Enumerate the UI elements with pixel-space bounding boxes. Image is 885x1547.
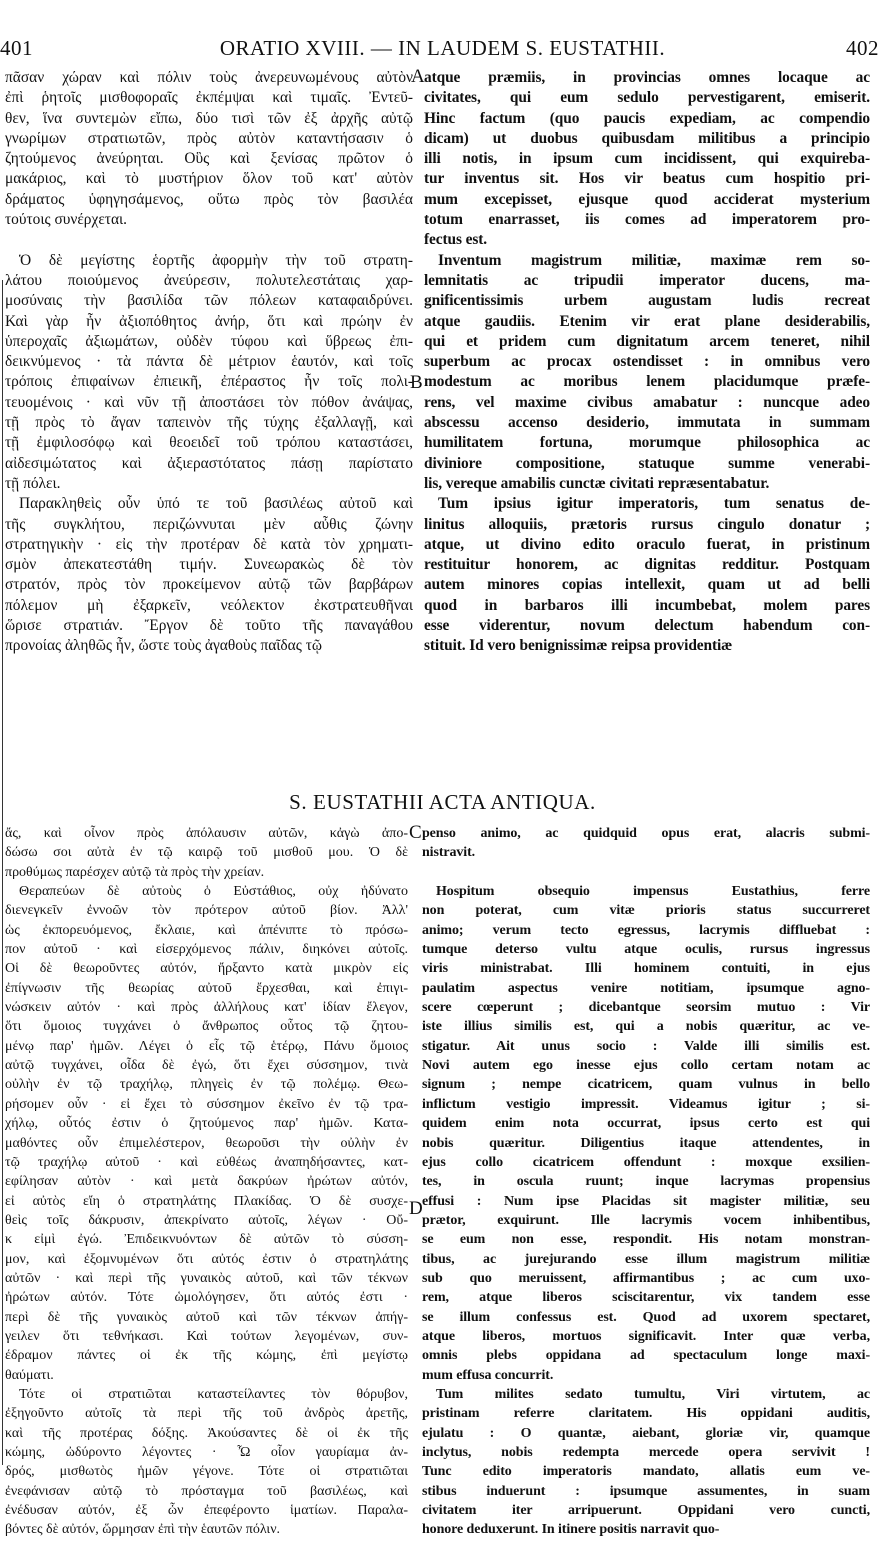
text-line: fectus est. [424,231,488,249]
text-line: abscessu accenso desiderio, immutata in summam [424,414,870,432]
text-line: θεὶς τοῖς δάκρυσιν, ἀπεκρίνατο αὐτοῖς, λέγων · Οὔ- [5,1212,408,1228]
text-line: ἐνέδυσαν αὐτόν, ἐξ ὧν ἐπεφέροντο ἱματίων. Παραλα- [5,1503,408,1519]
text-line: σμὸν ἀπεκατεστάθη τιμήν. Συνεωρακὼς δὲ τὸν [5,556,413,574]
text-line: θεν, ἵνα συντεμὼν εἴπω, δύο τισὶ τῶν ἐξ ἀρχῆς αὐτῷ [5,109,413,127]
text-line: ὥρισε στρατιάν. Ἔργον δὲ τοῦτο τῆς παναγάθου [5,617,413,635]
text-line: autem minores copias intellexit, quam ut ad belli [424,576,870,594]
text-line: tes, in oscula ruunt; inque lacrymas propensius [422,1174,870,1190]
text-line: ὑπεροχαῖς ἀξιωμάτων, οὐδὲν τύφου καὶ ὕβρεως ἐπι- [5,332,413,350]
text-line: atque præmiis, in provincias omnes locaque ac [424,69,870,86]
text-line: Τότε οἱ στρατιῶται καταστείλαντες τὸν θόρυβον, [19,1386,408,1402]
text-line: tur inventus sit. Hos vir beatus cum hospitio pri- [424,170,870,188]
text-line: λάτου ποιούμενος ἀνεύρεσιν, πολυτελεστάταις χαρ- [5,271,413,289]
text-line: αὐτῷ τυγχάνει, οἶδα δὲ ἐγώ, ὅτι ἔχει σύσσημον, τινὰ [5,1058,408,1074]
text-line: Tum milites sedato tumultu, Viri virtutem, ac [436,1386,870,1402]
text-line: restituitur honorem, ac dignitas redditur. Postquam [424,556,870,574]
text-line: nistravit. [422,845,476,861]
text-line: τῇ ἐμφιλοσόφῳ καὶ θεοειδεῖ τοῦ τρόπου καταστάσει, [5,434,413,452]
text-line: humilitatem fortuna, morumque philosophica ac [424,434,870,452]
text-line: lemnitatis ac tripudii imperator ducens, ma- [424,271,870,289]
text-line: ἐνεφάνισαν αὐτῷ τὸ πρόσταγμα τοῦ βασιλέως, καὶ [5,1483,408,1499]
text-line: μοσύναις τὴν βασιλίδα τῶν πόλεων καταφαιδρύνει. [5,292,413,310]
text-line: έδραμον πάντες οἱ ἐκ τῆς κώμης, ἐπὶ μεγίστῳ [5,1348,408,1364]
text-line: esse viderentur, novum delectum habendum con- [424,617,870,635]
text-line: atque, ut divino edito oraculo fuerat, in pristinum [424,535,870,553]
text-line: μον, καὶ ἐξομνυμένων ὅτι αὐτός ἐστιν ὁ στρατηλάτης [5,1251,408,1267]
margin-marker-c: C [409,822,422,843]
text-line: Θεραπεύων δὲ αὐτοὺς ὁ Εὐστάθιος, οὐχ ἠδύνατο [19,884,408,900]
text-line: τευομένοις · καὶ νῦν τῇ ἀποστάσει τὸν πόθον ἀνάψας, [5,393,413,411]
latin-column-upper [424,68,870,657]
text-line: stibus induerunt : ipsumque assumentes, in suam [422,1483,870,1499]
text-line: διενεγκεῖν ἐννοῶν τὸν πρότερον αὐτοῦ βίον. Ἀλλ' [5,903,408,919]
text-line: scere cœperunt ; dicebantque seorsim mutuo : Vir [422,1000,870,1016]
text-line: se illum confessus est. Quod ad uxorem spectaret, [422,1309,870,1325]
page-number-right: 402 [846,36,879,60]
text-line: μαθόντες οὖν ἐπιμελέστερον, θεωροῦσι τὴν οὐλὴν ἐν [5,1135,408,1151]
text-line: στρατόν, πρὸς τὸν προκείμενον αὐτῷ τῶν βαρβάρων [5,576,413,594]
text-line: τούτοις συνέρχεται. [5,211,128,229]
text-line: stigatur. Ait unus socio : Valde illi similis est. [422,1038,870,1054]
text-line: ρήσομεν οὖν · εἰ ἔχει τὸ σύσσημον ἐκεῖνο ἐν τῷ τρα- [5,1096,408,1112]
text-line: ejus collo cicatricem offendunt : moxque exsilien- [422,1154,870,1170]
text-line: κ εἰμὶ ἐγώ. Ἐπιδεικνυόντων δὲ αὐτῶν τὸ σύσση- [5,1232,408,1248]
paragraph-gap [5,230,413,250]
text-line: atque gaudiis. Etenim vir erat plane desiderabilis, [424,312,870,330]
text-line: Hospitum obsequio impensus Eustathius, ferre [436,884,870,900]
text-line: paulatim aspectus venire notitiam, ipsumque agno- [422,980,870,996]
text-line: tibus, ac jurejurando esse illum magistrum militiæ [422,1251,870,1267]
text-line: atque liberos, mortuos significavit. Inter quæ verba, [422,1328,870,1344]
text-line: non poterat, cum vitæ prioris status succurreret [422,903,870,919]
text-line: τρόποις ἐπιφαίνων ἐπιεικῆ, ἐπέραστος ἦν τοῖς πολι- [5,373,413,391]
text-line: linitus alloquiis, prætoris rursus cingulo donatur ; [424,515,870,533]
margin-marker-d: D [409,1198,423,1219]
text-line: rens, vel maxime civibus amabatur : nuncque adeo [424,393,870,411]
text-line: mum effusa concurrit. [422,1367,554,1383]
column-edge-rule [2,280,3,1465]
text-line: effusi : Num ipse Placidas sit magister militiæ, seu [422,1193,870,1209]
text-line: Ὁ δὲ μεγίστης ἑορτῆς ἀφορμὴν τὴν τοῦ στρατη- [19,251,413,269]
text-line: ἐπὶ ῥητοῖς μισθοφοραῖς ἐκπέμψαι καὶ τιμαῖς. Ἐντεῦ- [5,89,413,107]
latin-column-lower [422,824,870,1540]
text-line: Inventum magistrum militiæ, maximæ rem so- [438,251,870,269]
text-line: δράματος ὑφηγησάμενος, οὕτω πρὸς τὸν βασιλέα [5,190,413,208]
text-line: ejulatu : O quantæ, aiebant, gloriæ vir, quamque [422,1425,870,1441]
text-line: εφίλησαν αὐτὸν · καὶ μετὰ δακρύων ἠρώτων αὐτόν, [5,1174,408,1190]
text-line: τῇ πόλει. [5,474,61,492]
text-line: δρός, μισθωτὸς ἡμῶν γέγονε. Τότε οἱ στρατιῶται [5,1464,408,1480]
text-line: μένῳ παρ' ἡμῶν. Λέγει ὁ εἷς τῷ ἑτέρῳ, Πάνυ ὅμοιος [5,1038,408,1054]
text-line: ἐξηγοῦντο αὐτοῖς τὰ περὶ τῆς τοῦ ἀνδρὸς ἀρετῆς, [5,1406,408,1422]
text-line: ζητούμενος ἀνεύρηται. Οὓς καὶ ξενίσας πρῶτον ὁ [5,150,413,168]
text-line: totum enarrasset, iis comes ad imperatorem pro- [424,211,870,229]
text-line: tumque deterso vultu atque oculis, rursus ingressus [422,942,870,958]
text-line: Tunc edito imperatoris mandato, allatis eum ve- [422,1464,870,1480]
text-line: δεικνύμενος · τὰ πάντα δὲ μέτριον ἑαυτόν, καὶ τοῖς [5,353,413,371]
text-line: αἰδεσιμώτατος καὶ ἀξιεραστότατος πάσῃ παρίστατο [5,454,413,472]
text-line: Οἱ δὲ θεωροῦντες αὐτόν, ἤρξαντο κατὰ μικρὸν εἰς [5,961,408,977]
paragraph-gap [422,863,870,882]
text-line: inclytus, nobis redempta mercede opera servivit ! [422,1445,870,1460]
running-title: ORATIO XVIII. — IN LAUDEM S. EUSTATHII. [219,36,666,60]
margin-marker-b: B [410,372,423,393]
text-line: μακάριος, καὶ τὸ μυστήριον ὅλον τοῦ κατ' αὐτὸν [5,170,413,188]
text-line: inflictum vestigio impressit. Videamus igitur ; si- [422,1096,870,1112]
running-header [0,36,885,66]
text-line: τῇ πρὸς τὸ ἄγαν ταπεινὸν τῆς τύχης ἐξαλλαγῇ, καὶ [5,414,413,432]
text-line: prætor, exquirunt. Ille lacrymis vocem inhibentibus, [422,1212,870,1228]
text-line: iste illius similis est, qui a nobis quæritur, ac ve- [422,1019,870,1035]
text-line: δώσω σοι αὐτὰ ἐν τῷ καιρῷ τοῦ μισθοῦ μου. Ὁ δὲ [5,845,408,861]
text-line: illi notis, in ipsum cum incidissent, qui exquireba- [424,150,870,168]
text-line: πον αὐτοῦ · καὶ εἰσερχόμενος πάλιν, διηκόνει αὐτοῖς. [5,942,408,958]
text-line: gnificentissimis urbem augustam ludis recreat [424,292,870,310]
text-line: νώσκειν αὐτόν · καὶ πρὸς ἀλλήλους κατ' ἰδίαν ἔλεγον, [5,1000,408,1016]
section-title: S. EUSTATHII ACTA ANTIQUA. [289,790,596,814]
text-line: animo; verum tecto egressus, lacrymis diffluebat : [422,922,870,938]
text-line: θαύματι. [5,1367,54,1383]
text-line: honore deduxerunt. In itinere positis narravit quo- [422,1522,720,1538]
margin-marker-a: A [411,66,425,87]
greek-column-lower [5,824,408,1540]
text-line: αὐτῶν · καὶ περὶ τῆς γυναικὸς αὐτοῦ, καὶ τῶν τέκνων [5,1270,408,1286]
text-line: diviniore compositione, statuque summe venerabi- [424,454,870,472]
text-line: Καὶ γὰρ ἦν ἀξιοπόθητος ἀνήρ, ὅτι καὶ πρώην ἐν [5,312,413,330]
text-line: Novi autem ego inesse ejus collo certam notam ac [422,1058,870,1074]
text-line: γνωρίμων στρατιωτῶν, πρὸς αὐτὸν καταντήσασιν ὁ [5,129,413,147]
text-line: mum excepisset, ejusque quod acciderat mysterium [424,190,870,208]
text-line: περὶ δὲ τῆς γυναικὸς αὐτοῦ καὶ τῶν τέκνων ἀπήγ- [5,1309,408,1325]
text-line: Hinc factum (quo paucis expediam, ac compendio [424,109,870,127]
text-line: τῷ τραχήλῳ αὐτοῦ · καὶ εὐθέως ἀναπηδήσαντες, κατ- [5,1154,408,1170]
text-line: penso animo, ac quidquid opus erat, alacris submi- [422,826,870,841]
text-line: qui et pridem cum dignitatum arcem teneret, nihil [424,332,870,350]
text-line: βόντες δὲ αὐτόν, ὥρμησαν ἐπὶ τὴν ἑαυτῶν πόλιν. [5,1522,281,1538]
text-line: προνοίας ἀληθῶς ἦν, ὥστε τοὺς ἀγαθοὺς παῖδας τῷ [5,637,323,655]
text-line: γειλεν ὅτι τεθνήκασι. Καὶ τούτων λεγομένων, συν- [5,1328,408,1344]
text-line: modestum ac moribus lenem placidumque præfe- [424,373,870,391]
text-line: civitates, qui eum sedulo pervestigarent, emiserit. [424,89,870,107]
text-line: dicam) ut duobus quibusdam militibus a principio [424,129,870,147]
text-line: lis, vereque amabilis cunctæ civitati repræsentabatur. [424,474,770,492]
text-line: χήλῳ, οὗτός ἐστιν ὁ ζητούμενος παρ' ἡμῶν. Κατα- [5,1116,408,1132]
text-line: ὅτι ὅμοιος τυγχάνει ὁ ἄνθρωπος οὗτος τῷ ζητου- [5,1019,408,1035]
text-line: Παρακληθεὶς οὖν ὑπό τε τοῦ βασιλέως αὐτοῦ καὶ [19,495,413,513]
text-line: οὐλὴν ἐν τῷ τραχήλῳ, πληγεὶς ἐν τῷ πολέμῳ. Θεω- [5,1077,408,1093]
text-line: civitatem iter arripuerunt. Oppidani vero cuncti, [422,1503,870,1519]
page-number-left: 401 [0,36,33,60]
text-line: ἄς, καὶ οἶνον πρὸς ἀπόλαυσιν αὐτῶν, κἀγὼ ἀπο- [5,826,408,841]
text-line: Tum ipsius igitur imperatoris, tum senatus de- [438,495,870,513]
text-line: πᾶσαν χώραν καὶ πόλιν τοὺς ἀνερευνωμένους αὐτὸν [5,69,413,86]
text-line: se eum non esse, respondit. His notam monstran- [422,1232,870,1248]
text-line: viris ministrabat. Illi hominem contuiti, in ejus [422,961,870,977]
text-line: stituit. Id vero benignissimæ reipsa providentiæ [424,637,733,655]
text-line: πόλεμον μὴ ἐξαρκεῖν, νεόλεκτον ἐκστρατευθῆναι [5,596,413,614]
text-line: quidem enim nota occurrat, ipsus certo est qui [422,1116,870,1132]
text-line: τῆς συγκλήτου, περιζώννυται μὲν αὖθις ζώνην [5,515,413,533]
text-line: nobis quæritur. Diligentius itaque attendentes, in [422,1135,870,1151]
text-line: καὶ τῆς προτέρας δόξης. Ἀκούσαντες δὲ οἱ ἐκ τῆς [5,1425,408,1441]
text-line: ἐπίγνωσιν τῆς θεωρίας αὐτοῦ ἔρχεσθαι, καὶ ἐπιγι- [5,980,408,996]
text-line: omnis plebs oppidana ad spectaculum longe maxi- [422,1348,870,1364]
text-line: ὡς ἐκπορευόμενος, ἔκλαιε, καὶ ἀπένιπτε τὸ πρόσω- [5,922,408,938]
text-line: κώμης, ὠδύροντο λέγοντες · Ὦ οἷον γαυρίαμα ἀν- [5,1445,408,1460]
text-line: pristinam referre claritatem. His oppidani auditis, [422,1406,870,1422]
text-line: εἰ αὐτὸς εἴη ὁ στρατηλάτης Πλακίδας. Ὁ δὲ συσχε- [5,1193,408,1209]
text-line: ἠρώτων αὐτόν. Τότε ὡμολόγησεν, ὅτι αὐτός ἐστι · [5,1290,408,1306]
text-line: signum ; nempe cicatricem, quam vulnus in bello [422,1077,870,1093]
greek-column-upper [5,68,413,657]
text-line: προθύμως παρέσχεν αὐτῷ τὰ πρὸς τὴν χρείαν. [5,864,265,880]
text-line: quod in barbaros illi incumbebat, molem pares [424,596,870,614]
text-line: στρατηγικὴν · εἰς τὴν προτέραν δὲ κατὰ τὸν χρηματι- [5,535,413,553]
text-line: rem, atque liberos sciscitarentur, vix tandem esse [422,1290,870,1306]
text-line: sub quo meruissent, affirmantibus ; ac cum uxo- [422,1270,870,1286]
text-line: superbum ac procax ostendisset : in omnibus vero [424,353,870,371]
